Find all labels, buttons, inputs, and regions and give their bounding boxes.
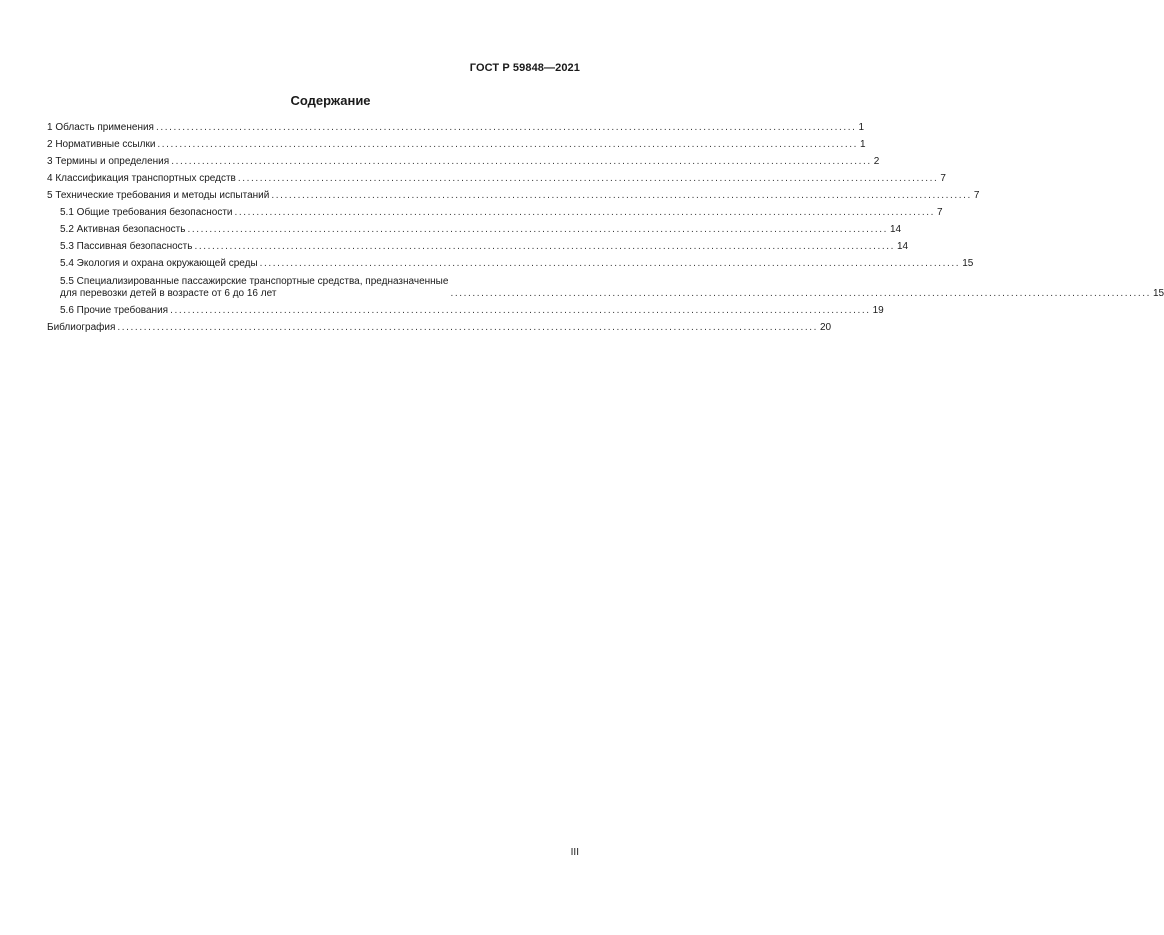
toc-entry-label: 5.1 Общие требования безопасности xyxy=(60,207,233,218)
dot-leader: ................................................................................................................................................................ xyxy=(259,258,961,269)
toc-entry-page: 20 xyxy=(819,322,832,333)
toc-entry-label: 4 Классификация транспортных средств xyxy=(47,173,236,184)
toc-entry-page: 7 xyxy=(973,190,980,201)
page-number: III xyxy=(570,847,579,858)
toc-entry-normative-references[interactable] xyxy=(47,134,866,151)
dot-leader: ................................................................................................................................................................ xyxy=(271,190,972,201)
toc-entry-page: 14 xyxy=(889,224,902,235)
toc-entry-classification[interactable] xyxy=(47,168,946,185)
toc-entry-technical-requirements[interactable] xyxy=(47,185,980,202)
toc-entry-label: 5.2 Активная безопасность xyxy=(60,224,186,235)
toc-entry-label-line-2: для перевозки детей в возрасте от 6 до 16 лет xyxy=(60,288,277,299)
toc-entry-other-requirements[interactable] xyxy=(47,300,884,317)
toc-entry-school-transport[interactable] xyxy=(47,270,1164,300)
dot-leader: ................................................................................................................................................................ xyxy=(171,156,872,167)
toc-entry-page: 7 xyxy=(937,207,943,218)
dot-leader: ................................................................................................................................................................ xyxy=(234,207,936,218)
toc-entry-label: 5.6 Прочие требования xyxy=(60,305,169,316)
dot-leader: ................................................................................................................................................................ xyxy=(170,305,871,316)
toc-entry-label: Библиография xyxy=(47,322,116,333)
toc-entry-ecology[interactable] xyxy=(47,253,974,270)
dot-leader: ................................................................................................................................................................ xyxy=(187,224,888,235)
toc-entry-label xyxy=(60,276,448,300)
dot-leader: ................................................................................................................................................................ xyxy=(157,139,858,150)
toc-entry-passive-safety[interactable] xyxy=(47,236,909,253)
toc-entry-page: 1 xyxy=(858,122,865,133)
dot-leader: ................................................................................................................................................................ xyxy=(194,241,895,252)
toc-entry-page: 19 xyxy=(872,305,884,316)
toc-entry-page: 15 xyxy=(1152,288,1164,299)
toc-entry-page: 15 xyxy=(962,258,974,269)
dot-leader: ................................................................................................................................................................ xyxy=(117,322,818,333)
toc-entry-label-line-1: 5.5 Специализированные пассажирские транспортные средства, предназначенные xyxy=(60,276,449,287)
toc-title: Содержание xyxy=(290,93,371,108)
toc-entry-general-safety[interactable] xyxy=(47,202,943,219)
toc-entry-active-safety[interactable] xyxy=(47,219,902,236)
toc-entry-label: 2 Нормативные ссылки xyxy=(47,139,156,150)
dot-leader: ................................................................................................................................................................ xyxy=(450,288,1151,299)
dot-leader: ................................................................................................................................................................ xyxy=(237,173,939,184)
toc-entry-scope[interactable] xyxy=(47,117,865,134)
toc-entry-label: 3 Термины и определения xyxy=(47,156,170,167)
toc-entry-page: 1 xyxy=(859,139,866,150)
toc-entry-label: 5.4 Экология и охрана окружающей среды xyxy=(60,258,258,269)
dot-leader: ................................................................................................................................................................ xyxy=(155,122,857,133)
toc-entry-label: 5 Технические требования и методы испытаний xyxy=(47,190,270,201)
document-code: ГОСТ Р 59848—2021 xyxy=(469,62,580,74)
toc-entry-label: 1 Область применения xyxy=(47,122,154,133)
toc-entry-page: 14 xyxy=(896,241,909,252)
toc-entry-bibliography[interactable] xyxy=(47,317,832,334)
toc-entry-label: 5.3 Пассивная безопасность xyxy=(60,241,193,252)
toc-entry-page: 2 xyxy=(873,156,880,167)
table-of-contents xyxy=(47,117,1164,334)
toc-entry-page: 7 xyxy=(940,173,946,184)
toc-entry-terms[interactable] xyxy=(47,151,880,168)
